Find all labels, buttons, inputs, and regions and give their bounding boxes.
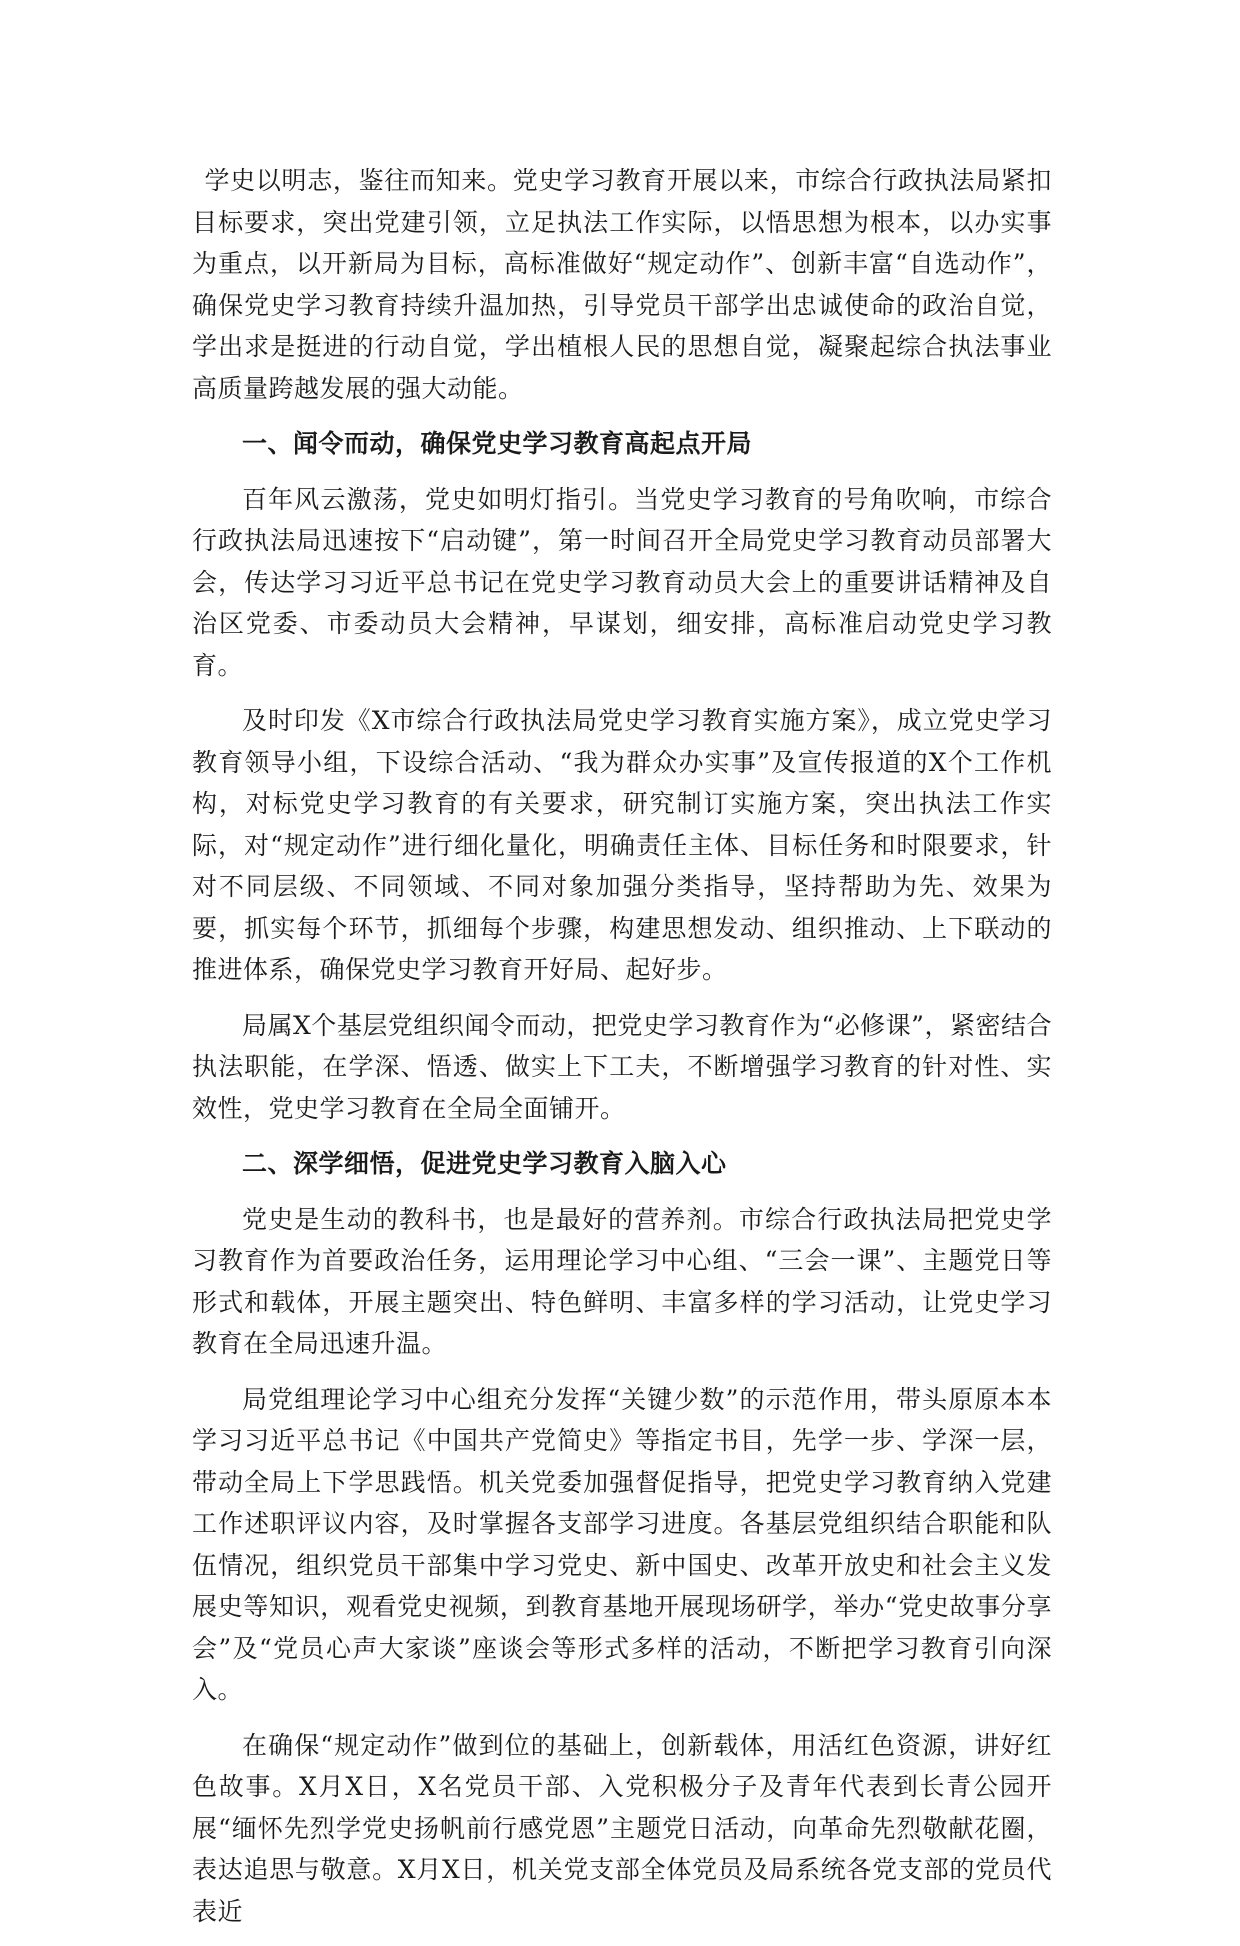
section-1-paragraph: 局属X个基层党组织闻令而动，把党史学习教育作为“必修课”，紧密结合执法职能，在学深、悟透、做实上下工夫，不断增强学习教育的针对性、实效性，党史学习教育在全局全面铺开。 xyxy=(192,1010,1052,1123)
section-2-paragraph: 在确保“规定动作”做到位的基础上，创新载体，用活红色资源，讲好红色故事。X月X日，X名党员干部、入党积极分子及青年代表到长青公园开展“缅怀先烈学党史扬帆前行感党恩”主题党日活动，向革命先烈敬献花圈，表达追思与敬意。X月X日，机关党支部全体党员及局系统各党支部的党员代表近 xyxy=(192,1730,1052,1926)
document-body xyxy=(192,160,1052,1946)
intro-paragraph: 学史以明志，鉴往而知来。党史学习教育开展以来，市综合行政执法局紧扣目标要求，突出党建引领，立足执法工作实际，以悟思想为根本，以办实事为重点，以开新局为目标，高标准做好“规定动作”、创新丰富“自选动作”，确保党史学习教育持续升温加热，引导党员干部学出忠诚使命的政治自觉，学出求是挺进的行动自觉，学出植根人民的思想自觉，凝聚起综合执法事业高质量跨越发展的强大动能。 xyxy=(192,166,1052,403)
section-1-paragraph: 百年风云激荡，党史如明灯指引。当党史学习教育的号角吹响，市综合行政执法局迅速按下“启动键”，第一时间召开全局党史学习教育动员部署大会，传达学习习近平总书记在党史学习教育动员大会上的重要讲话精神及自治区党委、市委动员大会精神，早谋划，细安排，高标准启动党史学习教育。 xyxy=(192,484,1052,680)
section-2-heading: 二、深学细悟，促进党史学习教育入脑入心 xyxy=(242,1149,727,1178)
section-2-paragraph: 局党组理论学习中心组充分发挥“关键少数”的示范作用，带头原原本本学习习近平总书记《中国共产党简史》等指定书目，先学一步、学深一层，带动全局上下学思践悟。机关党委加强督促指导，把党史学习教育纳入党建工作述职评议内容，及时掌握各支部学习进度。各基层党组织结合职能和队伍情况，组织党员干部集中学习党史、新中国史、改革开放史和社会主义发展史等知识，观看党史视频，到教育基地开展现场研学，举办“党史故事分享会”及“党员心声大家谈”座谈会等形式多样的活动，不断把学习教育引向深入。 xyxy=(192,1384,1052,1704)
section-1-heading: 一、闻令而动，确保党史学习教育高起点开局 xyxy=(242,429,753,458)
section-2-paragraph: 党史是生动的教科书，也是最好的营养剂。市综合行政执法局把党史学习教育作为首要政治任务，运用理论学习中心组、“三会一课”、主题党日等形式和载体，开展主题突出、特色鲜明、丰富多样的学习活动，让党史学习教育在全局迅速升温。 xyxy=(192,1204,1052,1358)
section-1-paragraph: 及时印发《X市综合行政执法局党史学习教育实施方案》，成立党史学习教育领导小组，下设综合活动、“我为群众办实事”及宣传报道的X个工作机构，对标党史学习教育的有关要求，研究制订实施方案，突出执法工作实际，对“规定动作”进行细化量化，明确责任主体、目标任务和时限要求，针对不同层级、不同领域、不同对象加强分类指导，坚持帮助为先、效果为要，抓实每个环节，抓细每个步骤，构建思想发动、组织推动、上下联动的推进体系，确保党史学习教育开好局、起好步。 xyxy=(192,706,1052,984)
